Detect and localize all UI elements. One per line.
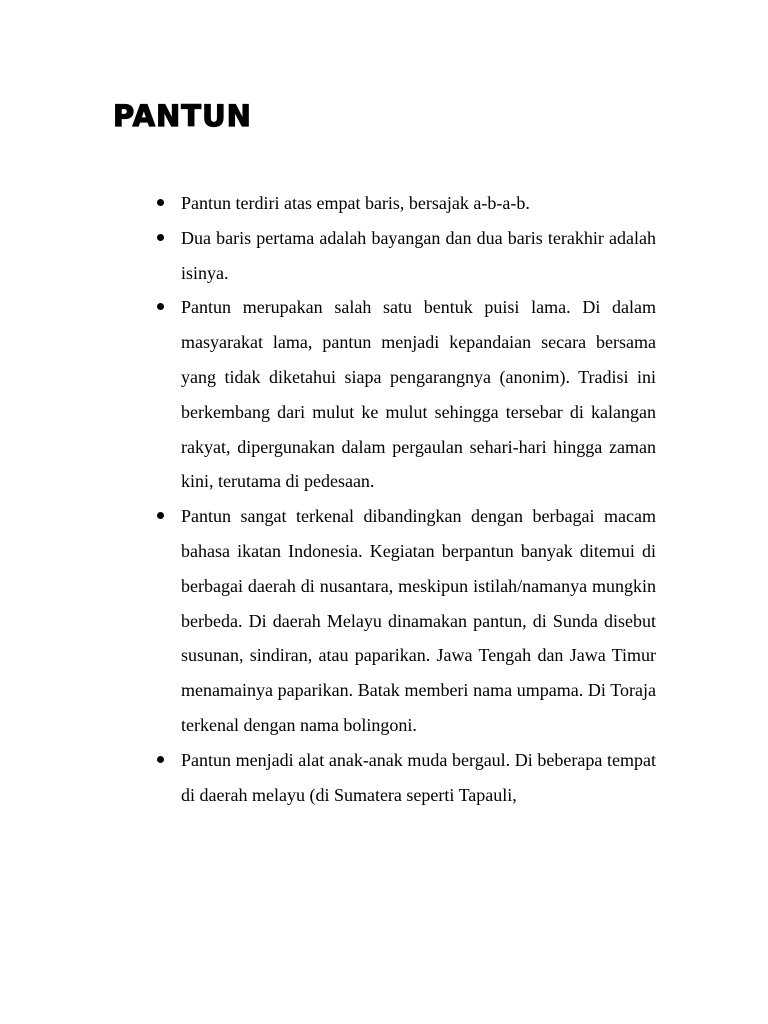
bullet-list (152, 186, 656, 812)
bullet-item: Dua baris pertama adalah bayangan dan dua baris terakhir adalah isinya. (152, 221, 656, 291)
bullet-item: Pantun terdiri atas empat baris, bersajak a-b-a-b. (152, 186, 656, 221)
bullet-item: Pantun sangat terkenal dibandingkan dengan berbagai macam bahasa ikatan Indonesia. Kegiatan berpantun banyak ditemui di berbagai daerah di nusantara, meskipun istilah/namanya mungkin berbeda. Di daerah Melayu dinamakan pantun, di Sunda disebut susunan, sindiran, atau paparikan. Jawa Tengah dan Jawa Timur menamainya paparikan. Batak memberi nama umpama. Di Toraja terkenal dengan nama bolingoni. (152, 499, 656, 743)
bullet-item: Pantun menjadi alat anak-anak muda bergaul. Di beberapa tempat di daerah melayu (di Sumatera seperti Tapauli, (152, 743, 656, 813)
document-title: PANTUN (113, 99, 252, 133)
bullet-item: Pantun merupakan salah satu bentuk puisi lama. Di dalam masyarakat lama, pantun menjadi kepandaian secara bersama yang tidak diketahui siapa pengarangnya (anonim). Tradisi ini berkembang dari mulut ke mulut sehingga tersebar di kalangan rakyat, dipergunakan dalam pergaulan sehari-hari hingga zaman kini, terutama di pedesaan. (152, 290, 656, 499)
